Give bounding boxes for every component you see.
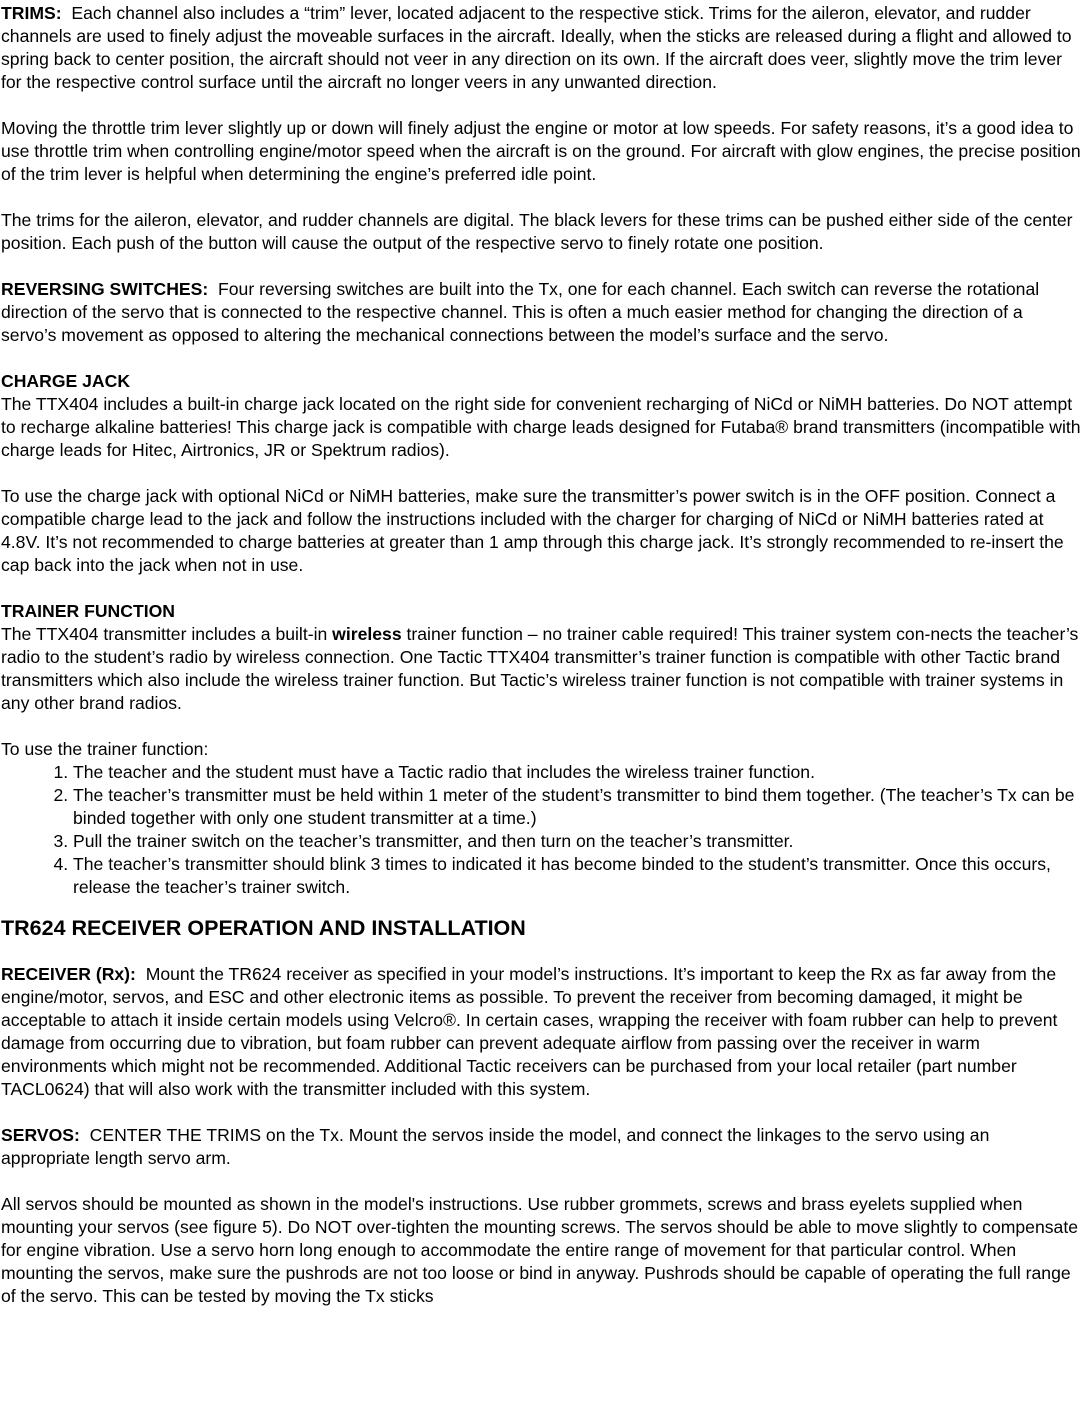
trainer-intro: To use the trainer function: — [1, 739, 209, 759]
trainer-paragraph-1 — [1, 623, 1082, 715]
receiver-paragraph — [1, 963, 1082, 1101]
trims-paragraph-2: Moving the throttle trim lever slightly up or down will finely adjust the engine or motor at low speeds. For safety reasons, it’s a good idea to use throttle trim when controlling engine/motor speed when the aircraft is on the ground. For aircraft with glow engines, the precise position of the trim lever is helpful when determining the engine’s preferred idle point. — [1, 118, 1081, 184]
reversing-paragraph — [1, 278, 1082, 347]
trims-paragraph-1 — [1, 2, 1082, 94]
trainer-step: 1. The teacher and the student must have a Tactic radio that includes the wireless trainer function. — [73, 761, 1082, 784]
trims-paragraph-3: The trims for the aileron, elevator, and rudder channels are digital. The black levers for these trims can be pushed either side of the center position. Each push of the button will cause the output of the respective servo to finely rotate one position. — [1, 210, 1073, 253]
trims-text-1: Each channel also includes a “trim” lever, located adjacent to the respective stick. Trims for the aileron, elevator, and rudder channels are used to finely adjust the moveable surfaces in the aircraft. Ideally, when the sticks are released during a flight and allowed to spring back to center position, the aircraft should not veer in any direction on its own. If the aircraft does veer, slightly move the trim lever for the respective control surface until the aircraft no longer veers in any unwanted direction. — [1, 3, 1072, 92]
servos-heading: SERVOS: — [1, 1125, 80, 1145]
servos-paragraph-1 — [1, 1124, 1082, 1170]
trainer-step: 2. The teacher’s transmitter must be held within 1 meter of the student’s transmitter to bind them together. (The teacher’s Tx can be binded together with only one student transmitter at a time.) — [73, 784, 1082, 830]
charge-jack-paragraph-2: To use the charge jack with optional NiCd or NiMH batteries, make sure the transmitter’s power switch is in the OFF position. Connect a compatible charge lead to the jack and follow the instructions included with the charger for charging of NiCd or NiMH batteries rated at 4.8V. It’s not recommended to charge batteries at greater than 1 amp through this charge jack. It’s strongly recommended to re-insert the cap back into the jack when not in use. — [1, 486, 1064, 575]
trims-heading: TRIMS: — [1, 3, 62, 23]
reversing-text: Four reversing switches are built into the Tx, one for each channel. Each switch can reverse the rotational direction of the servo that is connected to the respective channel. This is often a much easier method for changing the direction of a servo’s movement as opposed to altering the mechanical connections between the model’s surface and the servo. — [1, 279, 1040, 345]
servos-paragraph-2: All servos should be mounted as shown in the model's instructions. Use rubber grommets, screws and brass eyelets supplied when mounting your servos (see figure 5). Do NOT over-tighten the mounting screws. The servos should be able to move slightly to compensate for engine vibration. Use a servo horn long enough to accommodate the entire range of movement for that particular control. When mounting the servos, make sure the pushrods are not too loose or bind in anyway. Pushrods should be capable of operating the full range of the servo. This can be tested by moving the Tx sticks — [1, 1194, 1079, 1306]
reversing-heading: REVERSING SWITCHES: — [1, 279, 209, 299]
section-title: TR624 RECEIVER OPERATION AND INSTALLATION — [1, 916, 526, 940]
trainer-heading: TRAINER FUNCTION — [1, 601, 175, 621]
trainer-wireless-emphasis: wireless — [332, 624, 402, 644]
servos-text-1: CENTER THE TRIMS on the Tx. Mount the servos inside the model, and connect the linkages to the servo using an appropriate length servo arm. — [1, 1125, 990, 1168]
trainer-step: 4. The teacher’s transmitter should blink 3 times to indicated it has become binded to the student’s transmitter. Once this occurs, release the teacher’s trainer switch. — [73, 853, 1082, 899]
receiver-heading: RECEIVER (Rx): — [1, 964, 136, 984]
receiver-text: Mount the TR624 receiver as specified in your model’s instructions. It’s important to keep the Rx as far away from the engine/motor, servos, and ESC and other electronic items as possible. To prevent the receiver from becoming damaged, it might be acceptable to attach it inside certain models using Velcro®. In certain cases, wrapping the receiver with foam rubber can help to prevent damage from occurring due to vibration, but foam rubber can prevent adequate airflow from passing over the receiver in warm environments which might not be recommended. Additional Tactic receivers can be purchased from your local retailer (part number TACL0624) that will also work with the transmitter included with this system. — [1, 964, 1058, 1099]
charge-jack-paragraph-1: The TTX404 includes a built-in charge jack located on the right side for convenient recharging of NiCd or NiMH batteries. Do NOT attempt to recharge alkaline batteries! This charge jack is compatible with charge leads designed for Futaba® brand transmitters (incompatible with charge leads for Hitec, Airtronics, JR or Spektrum radios). — [1, 394, 1081, 460]
trainer-steps-list — [1, 761, 1082, 899]
trainer-text-start: The TTX404 transmitter includes a built-in — [1, 624, 333, 644]
trainer-text-end: trainer function – no trainer cable required! This trainer system con-nects the teacher’s radio to the student’s radio by wireless connection. One Tactic TTX404 transmitter’s trainer function is compatible with other Tactic brand transmitters which also include the wireless trainer function. But Tactic’s wireless trainer function is not compatible with trainer systems in any other brand radios. — [1, 624, 1079, 713]
trainer-step: 3. Pull the trainer switch on the teacher’s transmitter, and then turn on the teacher’s transmitter. — [73, 830, 1082, 853]
charge-jack-heading: CHARGE JACK — [1, 371, 131, 391]
